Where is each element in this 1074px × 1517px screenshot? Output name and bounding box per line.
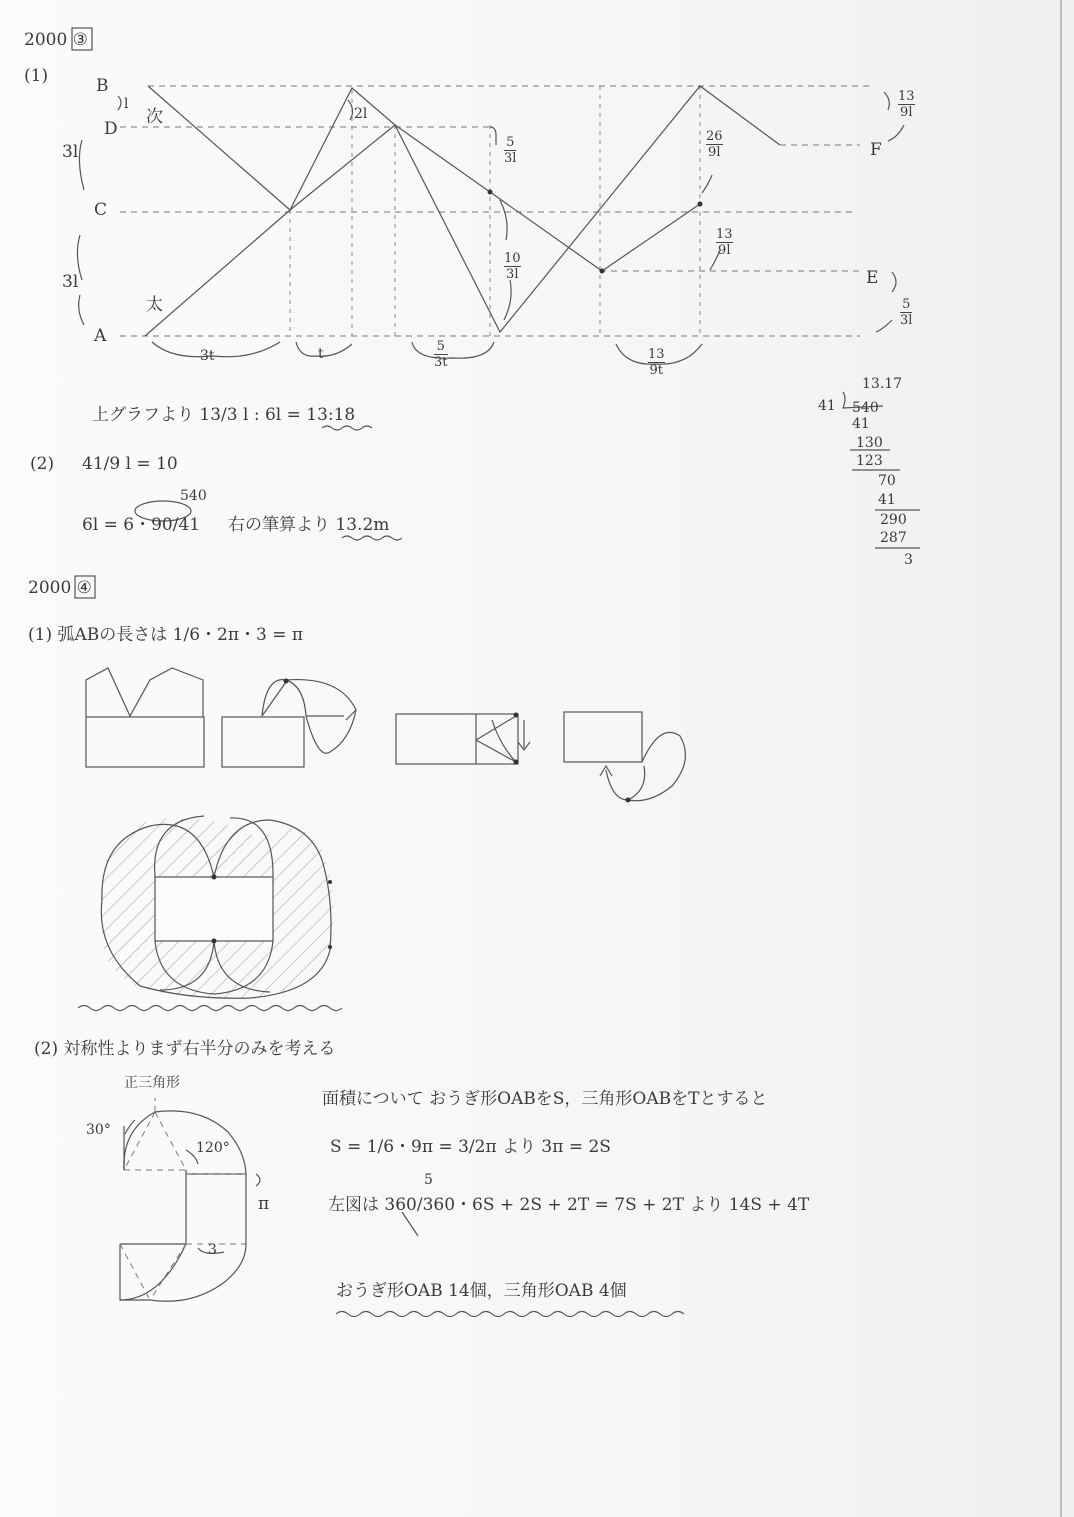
p3-header: 2000 ③ bbox=[24, 30, 88, 50]
label-F: F bbox=[870, 140, 882, 160]
label-3l-bottom: 3l bbox=[62, 272, 79, 292]
division-quotient: 13.17 bbox=[862, 376, 903, 392]
label-D: D bbox=[104, 119, 118, 139]
p3-result-1: 上グラフより 13/3 l : 6l = 13:18 bbox=[92, 405, 356, 425]
p3-q2-line1: 41/9 l = 10 bbox=[82, 454, 178, 474]
label-13-9t: 13 9t bbox=[648, 347, 665, 378]
label-C: C bbox=[94, 200, 108, 220]
division-step: 287 bbox=[880, 530, 907, 546]
label-B: B bbox=[96, 76, 109, 96]
p4-line-a: 面積について おうぎ形OABをS，三角形OABをTとすると bbox=[322, 1089, 768, 1109]
division-step: 70 bbox=[878, 473, 896, 489]
division-step: 41 bbox=[852, 416, 870, 432]
path-ji bbox=[148, 86, 780, 332]
p3-q2-540: 540 bbox=[180, 488, 207, 504]
p4-line-c: 左図は 360/360・6S + 2S + 2T = 7S + 2T より 14S + 4T bbox=[328, 1195, 810, 1215]
division-step: 290 bbox=[880, 512, 907, 528]
p4-answer: おうぎ形OAB 14個，三角形OAB 4個 bbox=[336, 1281, 627, 1301]
label-E: E bbox=[866, 268, 879, 288]
label-futo: 太 bbox=[146, 295, 163, 315]
label-3l-top: 3l bbox=[62, 142, 79, 162]
p3-q1-label: (1) bbox=[24, 66, 49, 86]
label-2l: 2l bbox=[354, 106, 368, 122]
division-step: 3 bbox=[904, 552, 913, 568]
label-t: t bbox=[318, 346, 324, 362]
division-divisor: 41 bbox=[818, 398, 836, 414]
label-l: l bbox=[124, 96, 129, 112]
division-step: 130 bbox=[856, 435, 883, 451]
label-pi: π bbox=[258, 1194, 270, 1214]
label-30deg: 30° bbox=[86, 1122, 111, 1138]
p4-q2: (2) 対称性よりまず右半分のみを考える bbox=[34, 1039, 336, 1059]
p4-line-b: S = 1/6・9π = 3/2π より 3π = 2S bbox=[330, 1137, 611, 1157]
division-step: 123 bbox=[856, 453, 883, 469]
label-5-3l-right: 5 3l bbox=[900, 297, 913, 328]
label-26-9l: 26 9l bbox=[706, 129, 723, 160]
half-figure-2 bbox=[120, 1098, 260, 1301]
label-5-3l: 5 3l bbox=[504, 135, 517, 166]
swept-region-figure bbox=[101, 816, 333, 998]
p3-q2-label: (2) bbox=[30, 454, 55, 474]
p4-q1: (1) 弧ABの長さは 1/6・2π・3 = π bbox=[28, 625, 304, 645]
label-13-9l-top: 13 9l bbox=[898, 89, 915, 120]
label-seisankakkei: 正三角形 bbox=[124, 1075, 180, 1091]
label-13-9l: 13 9l bbox=[716, 227, 733, 258]
label-A: A bbox=[94, 326, 107, 346]
label-120deg: 120° bbox=[196, 1140, 230, 1156]
rolling-figures bbox=[86, 668, 685, 803]
label-5-3t: 5 3t bbox=[434, 339, 448, 370]
label-three: 3 bbox=[208, 1242, 217, 1258]
p4-header: 2000 ④ bbox=[28, 578, 92, 598]
label-ji: 次 bbox=[146, 107, 163, 127]
label-3t: 3t bbox=[200, 348, 215, 364]
p4-line-c-small: 5 bbox=[424, 1172, 433, 1188]
division-step: 41 bbox=[878, 492, 896, 508]
p3-q2-line2-tail: 右の筆算より 13.2m bbox=[228, 515, 390, 535]
division-dividend: 540 bbox=[852, 400, 879, 416]
graph-p3 bbox=[77, 86, 904, 364]
label-10-3l: 10 3l bbox=[504, 251, 521, 282]
p3-q2-line2: 6l = 6・90/41 bbox=[82, 515, 201, 535]
